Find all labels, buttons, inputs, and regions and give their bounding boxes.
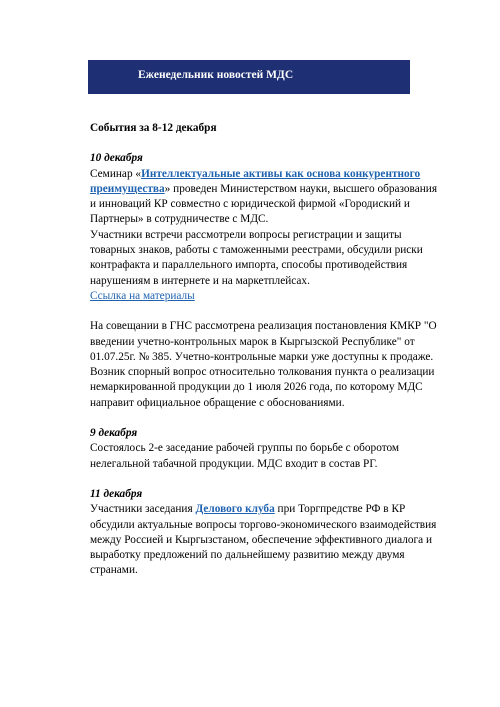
section-title: События за 8-12 декабря: [90, 122, 217, 134]
entry-dec-9: [90, 426, 440, 472]
entry-date: 10 декабря: [90, 152, 143, 165]
seminar-paragraph: [90, 167, 440, 228]
club-prefix: Участники заседания: [90, 503, 196, 516]
seminar-link[interactable]: Интеллектуальные активы как основа конкурентного преимущества: [90, 167, 421, 195]
club-suffix: при Торгпредстве РФ в КР обсудили актуальные вопросы торгово-экономического взаимодействия между Россией и Кыргызстаном, обеспечение эффективного диалога и выработку предложений по дальнейшему развитию между двумя странами.: [90, 503, 437, 577]
newsletter-content: [90, 121, 440, 594]
materials-link[interactable]: Ссылка на материалы: [90, 289, 195, 302]
gns-paragraph: На совещании в ГНС рассмотрена реализация постановления КМКР "О введении учетно-контрольных марок в Кыргызской Республике" от 01.07.25г. № 385. Учетно-контрольные марки уже доступны к продаже. Возник спорный вопрос относительно толкования пункта о реализации немаркированной продукции до 1 июля 2026 года, по которому МДС направит официальное обращение с обоснованиями.: [90, 320, 437, 409]
entry-dec-11: [90, 487, 440, 579]
seminar-suffix: » проведен Министерством науки, высшего образования и инноваций КР совместно с юридической фирмой «Городиский и Партнеры» в сотрудничестве с МДС.: [90, 182, 438, 226]
entry-date: 9 декабря: [90, 427, 138, 440]
entry-date: 11 декабря: [90, 487, 143, 500]
seminar-prefix: Семинар «: [90, 167, 142, 180]
working-group-paragraph: Состоялось 2-е заседание рабочей группы по борьбе с оборотом нелегальной табачной продукции. МДС входит в состав РГ.: [90, 442, 400, 470]
business-club-paragraph: [90, 502, 440, 578]
business-club-link[interactable]: Делового клуба: [195, 503, 275, 516]
discussion-paragraph: Участники встречи рассмотрели вопросы регистрации и защиты товарных знаков, работы с таможенными реестрами, обсудили риски контрафакта и параллельного импорта, способы противодействия нарушениям в интернете и на маркетплейсах.: [90, 228, 423, 287]
entry-dec-10: [90, 151, 440, 304]
header-banner: [88, 60, 410, 94]
newsletter-title: Еженедельник новостей МДС: [138, 69, 294, 81]
gns-block: [90, 319, 440, 411]
